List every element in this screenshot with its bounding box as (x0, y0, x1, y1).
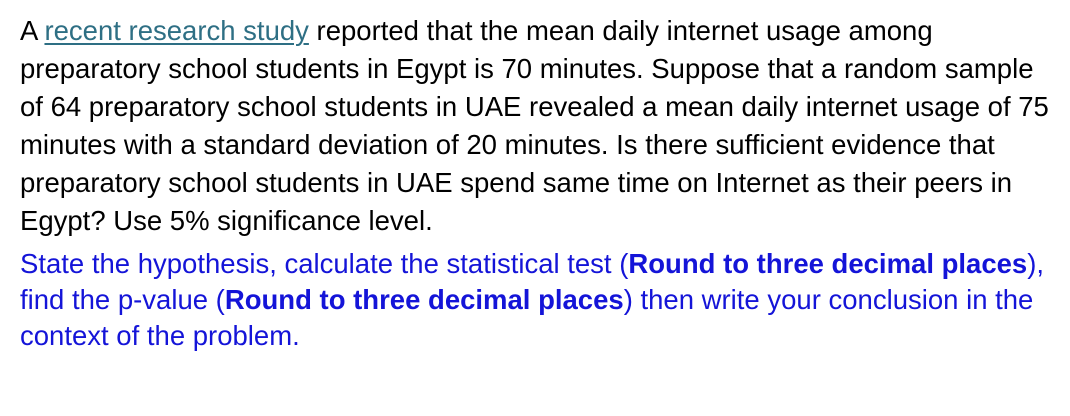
problem-content (20, 12, 1055, 354)
instructions-part-2: ), find the p-value ( (20, 248, 1045, 315)
instructions-paragraph (20, 246, 1055, 354)
research-study-link[interactable]: recent research study (44, 15, 309, 46)
instructions-part-3: ) then write your conclusion in the context of the problem. (20, 284, 1034, 351)
rounding-note-pvalue: Round to three decimal places (224, 284, 624, 315)
instructions-part-1: State the hypothesis, calculate the statistical test ( (20, 248, 629, 279)
rounding-note-test: Round to three decimal places (628, 248, 1028, 279)
question-body: reported that the mean daily internet usage among preparatory school students in Egypt is 70 minutes. Suppose that a random sample of 64 preparatory school students in UAE revealed a mean daily internet usage of 75 minutes with a standard deviation of 20 minutes. Is there sufficient evidence that preparatory school students in UAE spend same time on Internet as their peers in Egypt? Use 5% significance level. (20, 15, 1049, 236)
question-paragraph (20, 12, 1055, 240)
question-prefix: A (20, 15, 45, 46)
